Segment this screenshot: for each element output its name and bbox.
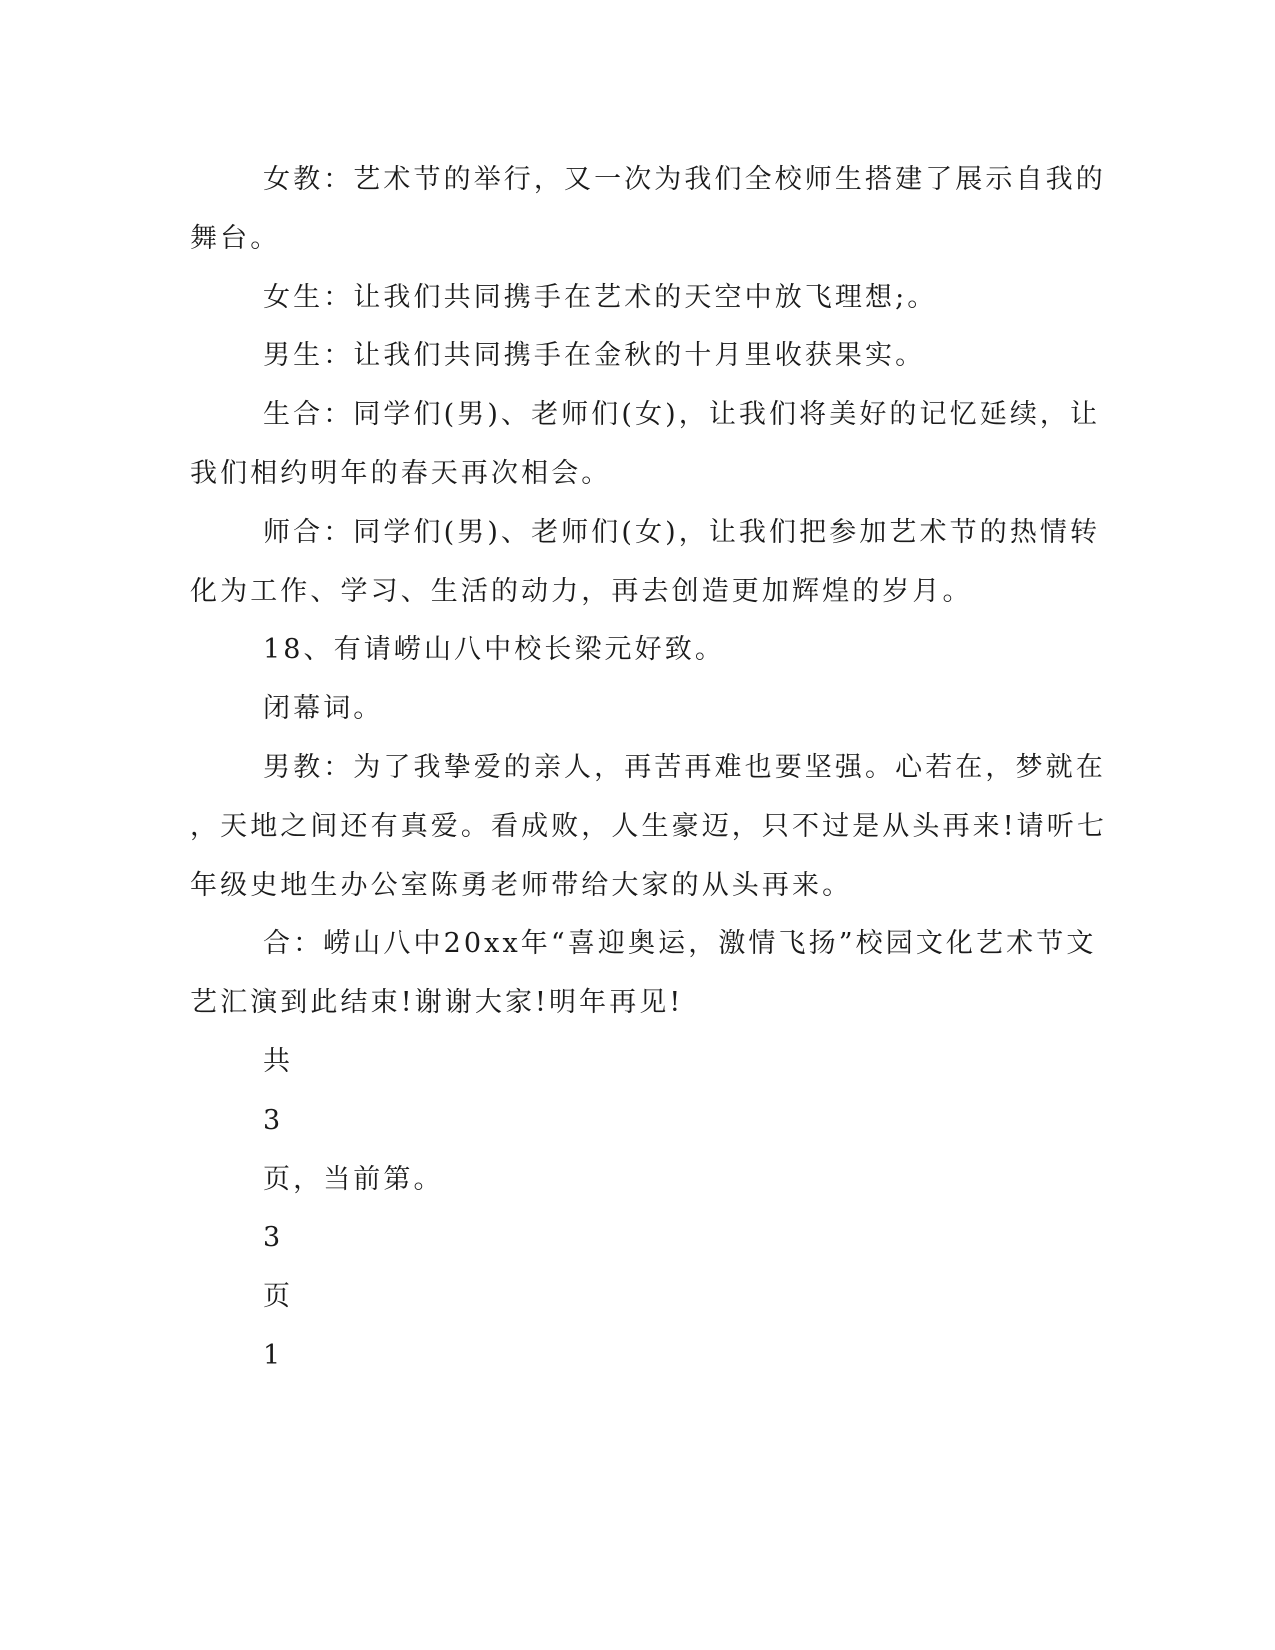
paragraph-line: 男生：让我们共同携手在金秋的十月里收获果实。: [263, 340, 926, 371]
page-total-prefix: 共: [263, 1046, 294, 1077]
page-suffix: 页: [263, 1281, 294, 1312]
paragraph-line: 化为工作、学习、生活的动力，再去创造更加辉煌的岁月。: [190, 576, 973, 607]
paragraph-line: 男教：为了我挚爱的亲人，再苦再难也要坚强。心若在，梦就在: [263, 752, 1106, 783]
paragraph-line: ，天地之间还有真爱。看成败，人生豪迈，只不过是从头再来!请听七: [190, 811, 1107, 842]
paragraph-line: 我们相约明年的春天再次相会。: [190, 458, 612, 489]
paragraph-line: 18、有请崂山八中校长梁元好致。: [263, 634, 725, 665]
page-current-number: 3: [263, 1222, 284, 1253]
paragraph-line: 合：崂山八中20xx年“喜迎奥运，激情飞扬”校园文化艺术节文: [263, 928, 1097, 959]
paragraph-line: 年级史地生办公室陈勇老师带给大家的从头再来。: [190, 870, 853, 901]
paragraph-line: 女生：让我们共同携手在艺术的天空中放飞理想;。: [263, 282, 938, 313]
page-total-count: 3: [263, 1105, 284, 1136]
paragraph-line: 女教：艺术节的举行，又一次为我们全校师生搭建了展示自我的: [263, 164, 1106, 195]
paragraph-line: 闭幕词。: [263, 693, 384, 724]
page-current-prefix: 页，当前第。: [263, 1164, 444, 1195]
paragraph-line: 师合：同学们(男)、老师们(女)，让我们把参加艺术节的热情转: [263, 517, 1101, 548]
paragraph-line: 艺汇演到此结束!谢谢大家!明年再见!: [190, 987, 684, 1018]
paragraph-line: 生合：同学们(男)、老师们(女)，让我们将美好的记忆延续，让: [263, 399, 1101, 430]
paragraph-line: 舞台。: [190, 223, 281, 254]
footer-page-number: 1: [263, 1340, 284, 1371]
